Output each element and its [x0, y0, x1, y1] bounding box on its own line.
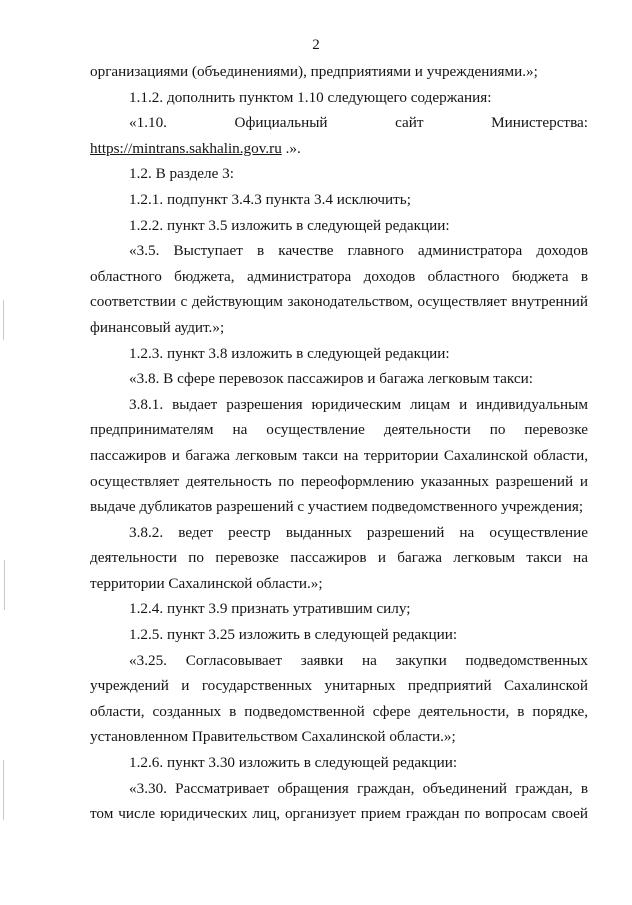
document-body — [90, 59, 588, 827]
paragraph-3-8: «3.8. В сфере перевозок пассажиров и багажа легковым такси: — [129, 370, 533, 388]
paragraph-1-2-5: 1.2.5. пункт 3.25 изложить в следующей редакции: — [129, 626, 458, 644]
paragraph-1-2: 1.2. В разделе 3: — [129, 165, 234, 183]
paragraph-1-10 — [90, 110, 588, 161]
paragraph-1-10-tail: .». — [281, 139, 301, 157]
page-number: 2 — [312, 37, 320, 53]
scan-artifact — [3, 760, 4, 820]
paragraph-3-8-2: 3.8.2. ведет реестр выданных разрешений на осуществление деятельности по перевозке пассажиров и багажа легковым такси на территории Сахалинской области.»; — [90, 523, 588, 592]
paragraph-1-2-4: 1.2.4. пункт 3.9 признать утратившим силу; — [129, 600, 411, 618]
scan-artifact — [3, 300, 4, 340]
paragraph-1-1-2: 1.1.2. дополнить пунктом 1.10 следующего содержания: — [129, 88, 492, 106]
scan-artifact — [4, 560, 5, 610]
paragraph-1-2-6: 1.2.6. пункт 3.30 изложить в следующей редакции: — [129, 754, 458, 772]
paragraph-1-2-3: 1.2.3. пункт 3.8 изложить в следующей редакции: — [129, 344, 450, 362]
paragraph-3-5: «3.5. Выступает в качестве главного администратора доходов областного бюджета, администратора доходов областного бюджета в соответствии с действующим законодательством, осуществляет внутренний финансовый аудит.»; — [90, 242, 588, 336]
paragraph-3-8-1: 3.8.1. выдает разрешения юридическим лицам и индивидуальным предпринимателям на осуществление деятельности по перевозке пассажиров и багажа легковым такси на территории Сахалинской области, осуществляет деятельность по переоформлению указанных разрешений и выдаче дубликатов разрешений с участием подведомственного учреждения; — [90, 395, 588, 516]
paragraph-1-10-text: «1.10. Официальный сайт Министерства: — [129, 114, 588, 132]
paragraph-1-2-1: 1.2.1. подпункт 3.4.3 пункта 3.4 исключить; — [129, 190, 411, 208]
paragraph-1-2-2: 1.2.2. пункт 3.5 изложить в следующей редакции: — [129, 216, 450, 234]
paragraph-3-25: «3.25. Согласовывает заявки на закупки подведомственных учреждений и государственных унитарных предприятий Сахалинской области, созданных в подведомственной сфере деятельности, в порядке, установленном Правительством Сахалинской области.»; — [90, 651, 588, 746]
paragraph-continuation: организациями (объединениями), предприятиями и учреждениями.»; — [90, 63, 538, 80]
paragraph-3-30: «3.30. Рассматривает обращения граждан, объединений граждан, в том числе юридических лиц, организует прием граждан по вопросам своей — [90, 779, 588, 823]
ministry-website-link[interactable]: https://mintrans.sakhalin.gov.ru — [90, 139, 282, 157]
